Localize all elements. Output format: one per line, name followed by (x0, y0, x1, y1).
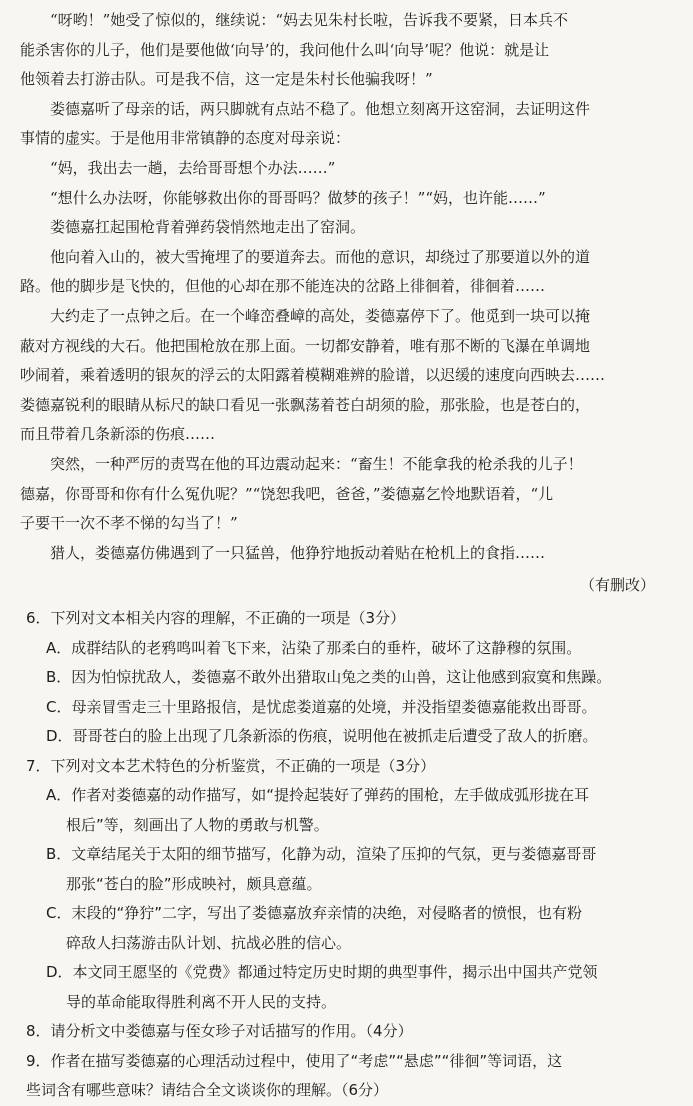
story-line: 猎人，娄德嘉仿佛遇到了一只猛兽，他狰狞地扳动着贴在枪机上的食指…… (50, 543, 546, 562)
option-text: 根后”等，刻画出了人物的勇敢与机警。 (66, 815, 329, 834)
option-line (46, 988, 673, 1018)
story-line: 路。他的脚步是飞快的，但他的心却在那不能连决的岔路上徘徊着，徘徊着…… (20, 277, 546, 296)
story-line: 他向着入山的，被大雪掩埋了的要道奔去。而他的意识，却绕过了那要道以外的道 (50, 247, 591, 266)
option-line (46, 722, 673, 752)
story-line: 事情的虚实。于是他用非常镇静的态度对母亲说： (20, 129, 351, 148)
option-line (46, 899, 673, 929)
question-title-continued: 些词含有哪些意味？请结合全文谈谈你的理解。（6分） (26, 1081, 389, 1100)
story-line: “妈，我出去一趟，去给哥哥想个办法……” (50, 158, 336, 177)
option-line (46, 781, 673, 811)
story-line: 突然，一种严厉的责骂在他的耳边震动起来：“畜生！不能拿我的枪杀我的儿子！ (50, 454, 583, 473)
option-text: D．哥哥苍白的脸上出现了几条新添的伤痕，说明他在被抓走后遭受了敌人的折磨。 (46, 727, 598, 746)
option-line (46, 663, 673, 693)
questions-section (20, 604, 673, 1106)
story-line: 子要干一次不孝不悌的勾当了！” (20, 514, 238, 533)
story-line: 娄德嘉听了母亲的话，两只脚就有点站不稳了。他想立刻离开这窑洞，去证明这件 (50, 99, 591, 118)
question-title: 9．作者在描写娄德嘉的心理活动过程中，使用了“考虑”“悬虑”“徘徊”等词语，这 (26, 1051, 563, 1070)
option-text: 碎敌人扫荡游击队计划、抗战必胜的信心。 (66, 933, 352, 952)
option-line (46, 929, 673, 959)
option-line (46, 693, 673, 723)
option-text: 导的革命能取得胜利离不开人民的支持。 (66, 992, 337, 1011)
question-title: 8．请分析文中娄德嘉与侄女珍子对话描写的作用。（4分） (26, 1022, 413, 1041)
source-note: （有删改） (579, 576, 655, 595)
story-line: 而且带着几条新添的伤痕…… (20, 425, 216, 444)
story-line: 他领着去打游击队。可是我不信，这一定是朱村长他骗我呀！” (20, 70, 433, 89)
option-line (46, 811, 673, 841)
option-text: A．成群结队的老鸦鸣叫着飞下来，沾染了那柔白的垂杵，破坏了这静穆的氛围。 (46, 638, 582, 657)
story-line: 德嘉，你哥哥和你有什么冤仇呢？”“饶恕我吧，爸爸，”娄德嘉乞怜地默语着，“儿 (20, 484, 554, 503)
story-line: “呀哟！”她受了惊似的，继续说：“妈去见朱村长啦，告诉我不要紧，日本兵不 (50, 11, 569, 29)
story-line: 娄德嘉锐利的眼睛从标尺的缺口看见一张飘荡着苍白胡须的脸，那张脸，也是苍白的， (20, 395, 591, 414)
option-line (46, 634, 673, 664)
story-line: 吵闹着，乘着透明的银灰的浮云的太阳露着模糊难辨的脸谱，以迟缓的速度向西映去…… (20, 366, 606, 385)
option-text: B．因为怕惊扰敌人，娄德嘉不敢外出猎取山兔之类的山兽，这让他感到寂寞和焦躁。 (46, 668, 612, 687)
story-text (20, 6, 673, 568)
option-text: B．文章结尾关于太阳的细节描写，化静为动，渲染了压抑的气氛，更与娄德嘉哥哥 (46, 845, 597, 864)
story-line: 大约走了一点钟之后。在一个峰峦叠嶂的高处，娄德嘉停下了。他觅到一块可以掩 (50, 306, 591, 325)
story-line: 娄德嘉扛起围枪背着弹药袋悄然地走出了窑洞。 (50, 218, 366, 237)
option-line (46, 840, 673, 870)
question-title: 6．下列对文本相关内容的理解，不正确的一项是（3分） (26, 609, 406, 628)
story-line: “想什么办法呀，你能够救出你的哥哥吗？做梦的孩子！”“妈，也许能……” (50, 188, 546, 207)
question-title: 7．下列对文本艺术特色的分析鉴赏，不正确的一项是（3分） (26, 756, 436, 775)
story-line: 能杀害你的儿子，他们是要他做‘向导’的，我问他什么叫‘向导’呢？他说：就是让 (20, 40, 550, 59)
option-text: D．本文同王愿坚的《党费》都通过特定历史时期的典型事件，揭示出中国共产党领 (46, 963, 598, 982)
option-line (46, 870, 673, 900)
option-text: C．母亲冒雪走三十里路报信，是忧虑娄道嘉的处境，并没指望娄德嘉能救出哥哥。 (46, 697, 597, 716)
story-line: 蔽对方视线的大石。他把围枪放在那上面。一切都安静着，唯有那不断的飞瀑在单调地 (20, 336, 591, 355)
option-text: C．末段的“狰狞”二字，写出了娄德嘉放弃亲情的决绝，对侵略者的愤恨，也有粉 (46, 904, 583, 923)
option-line (46, 958, 673, 988)
option-text: 那张“苍白的脸”形成映衬，颇具意蕴。 (66, 874, 322, 893)
option-text: A．作者对娄德嘉的动作描写，如“提拎起装好了弹药的围枪，左手做成弧形拢在耳 (46, 786, 590, 805)
